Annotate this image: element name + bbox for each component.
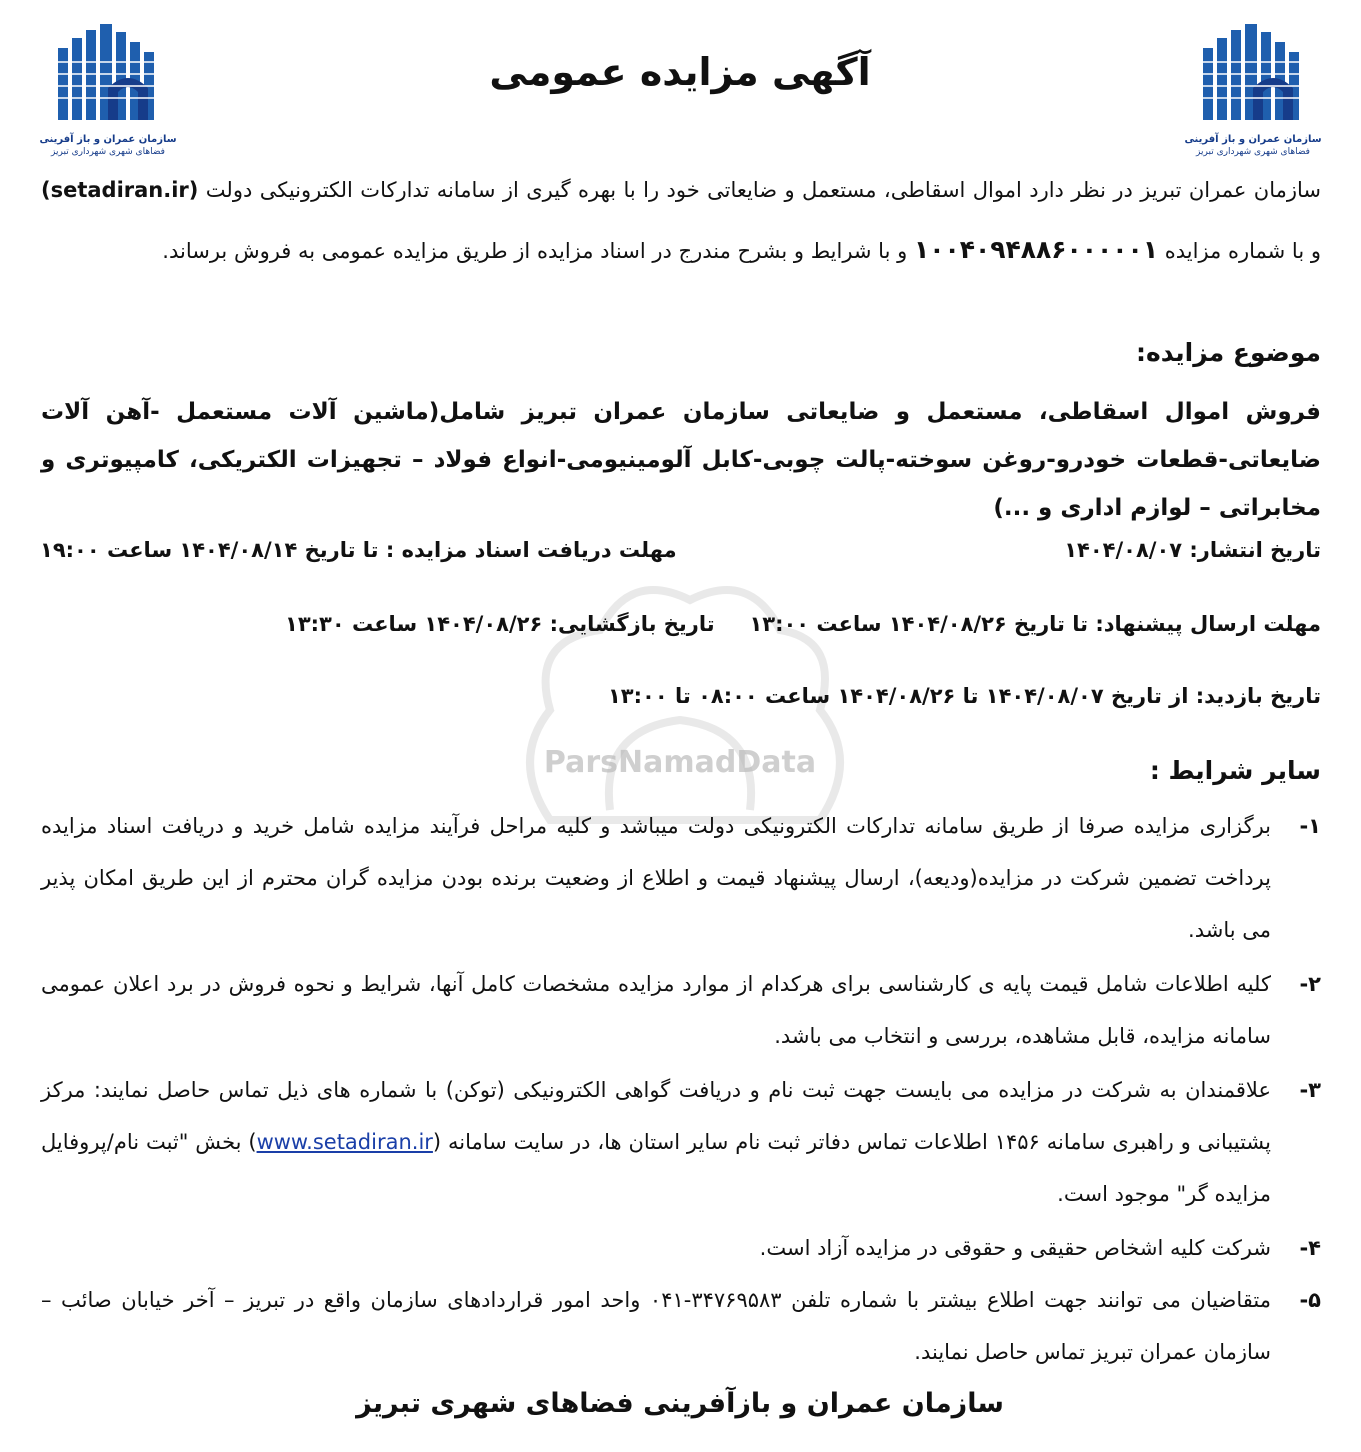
conditions-heading: سایر شرایط : — [1149, 756, 1321, 785]
publish-date: تاریخ انتشار: ۱۴۰۴/۰۸/۰۷ — [1064, 538, 1321, 562]
logo-caption-line1: سازمان عمران و باز آفرینی — [39, 134, 177, 145]
subject-text: فروش اموال اسقاطی، مستعمل و ضایعاتی سازمان عمران تبریز شامل(ماشین آلات مستعمل -آهن آلات ضایعاتی-قطعات خودرو-روغن سوخته-پالت چوبی-کابل آلومینیومی-انواع فولاد – تجهیزات الکتریکی، کامپیوتری و مخابراتی – لوازم اداری و ...) — [41, 399, 1321, 521]
condition-text: شرکت کلیه اشخاص حقیقی و حقوقی در مزایده آزاد است. — [759, 1236, 1271, 1260]
docs-deadline: مهلت دریافت اسناد مزایده : تا تاریخ ۱۴۰۴/۰۸/۱۴ ساعت ۱۹:۰۰ — [40, 538, 677, 562]
auction-number: ۱۰۰۴۰۹۴۸۸۶۰۰۰۰۰۱ — [913, 235, 1159, 264]
logo-caption-line2: فضاهای شهری شهرداری تبریز — [1196, 147, 1310, 157]
condition-item-4 — [41, 1222, 1321, 1274]
setadiran-link[interactable]: www.setadiran.ir — [256, 1130, 433, 1154]
condition-number: ۲- — [1299, 972, 1321, 996]
condition-item-5 — [41, 1274, 1321, 1378]
visit-date: تاریخ بازدید: از تاریخ ۱۴۰۴/۰۸/۰۷ تا ۱۴۰۴/۰۸/۲۶ ساعت ۰۸:۰۰ تا ۱۳:۰۰ — [607, 684, 1321, 708]
intro-text-1: سازمان عمران تبریز در نظر دارد اموال اسقاطی، مستعمل و ضایعاتی خود را با بهره گیری از سامانه تدارکات الکترونیکی دولت — [205, 178, 1321, 202]
intro-text-3: و با شرایط و بشرح مندرج در اسناد مزایده از طریق مزایده عمومی به فروش برساند. — [162, 239, 908, 263]
building-logo-icon — [1183, 18, 1323, 130]
condition-number: ۳- — [1299, 1078, 1321, 1102]
opening-date: تاریخ بازگشایی: ۱۴۰۴/۰۸/۲۶ ساعت ۱۳:۳۰ — [285, 612, 715, 636]
condition-number: ۵- — [1299, 1288, 1321, 1312]
page-title: آگهی مزایده عمومی — [489, 50, 871, 94]
organization-logo-left — [38, 18, 178, 158]
logo-caption — [1183, 134, 1323, 158]
condition-text: کلیه اطلاعات شامل قیمت پایه ی کارشناسی برای هرکدام از موارد مزایده مشخصات کامل آنها، شرایط و نحوه فروش در برد اعلان عمومی سامانه مزایده، قابل مشاهده، بررسی و انتخاب می باشد. — [41, 972, 1271, 1048]
footer-organization-name: سازمان عمران و بازآفرینی فضاهای شهری تبریز — [356, 1388, 1004, 1419]
condition-text-part-b: ) بخش "ثبت نام/پروفایل مزایده گر" موجود است. — [41, 1130, 1271, 1206]
condition-number: ۴- — [1299, 1236, 1321, 1260]
subject-heading: موضوع مزایده: — [1136, 338, 1321, 367]
intro-paragraph — [41, 160, 1321, 281]
condition-text: برگزاری مزایده صرفا از طریق سامانه تدارکات الکترونیکی دولت میباشد و کلیه مراحل فرآیند مزایده شامل خرید و دریافت اسناد مزایده پرداخت تضمین شرکت در مزایده(ودیعه)، ارسال پیشنهاد قیمت و اطلاع از وضعیت برنده بودن مزایده گران محترم از این طریق امکان پذیر می باشد. — [41, 814, 1271, 942]
condition-item-3 — [41, 1064, 1321, 1220]
building-logo-icon — [38, 18, 178, 130]
offer-deadline: مهلت ارسال پیشنهاد: تا تاریخ ۱۴۰۴/۰۸/۲۶ ساعت ۱۳:۰۰ — [749, 612, 1321, 636]
condition-number: ۱- — [1299, 814, 1321, 838]
intro-site: (setadiran.ir) — [41, 178, 199, 202]
logo-caption-line1: سازمان عمران و باز آفرینی — [1184, 134, 1322, 145]
condition-text-part-a: علاقمندان به شرکت در مزایده می بایست جهت ثبت نام و دریافت گواهی الکترونیکی (توکن) با شماره های ذیل تماس حاصل نمایند: مرکز پشتیبانی و راهبری سامانه ۱۴۵۶ اطلاعات تماس دفاتر ثبت نام سایر استان ها، در سایت سامانه ( — [41, 1078, 1271, 1154]
condition-item-1 — [41, 800, 1321, 956]
intro-text-2: و با شماره مزایده — [1164, 239, 1321, 263]
condition-item-2 — [41, 958, 1321, 1062]
logo-caption — [38, 134, 178, 158]
organization-logo-right — [1183, 18, 1323, 158]
logo-caption-line2: فضاهای شهری شهرداری تبریز — [51, 147, 165, 157]
condition-text: متقاضیان می توانند جهت اطلاع بیشتر با شماره تلفن ۳۴۷۶۹۵۸۳-۰۴۱ واحد امور قراردادهای سازمان واقع در تبریز – آخر خیابان صائب – سازمان عمران تبریز تماس حاصل نمایند. — [41, 1288, 1271, 1364]
condition-text — [41, 1064, 1271, 1220]
watermark-text: ParsNamadData — [543, 745, 817, 780]
